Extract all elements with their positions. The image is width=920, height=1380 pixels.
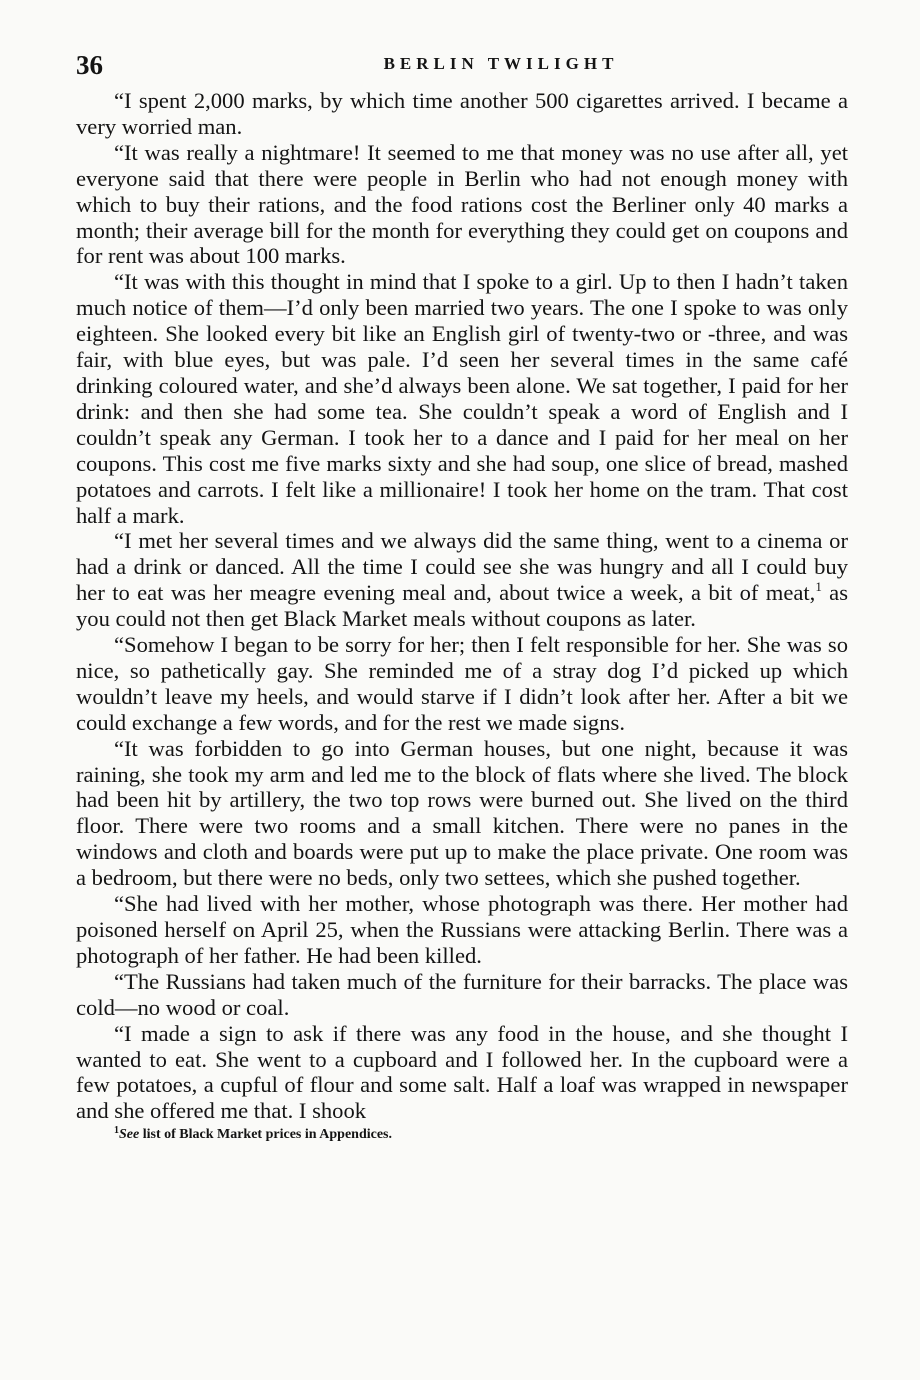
paragraph-text: as you could not then get Black Market meals without coupons as later. <box>76 580 848 632</box>
paragraph: “Somehow I began to be sorry for her; then I felt responsible for her. She was so nice, so pathetically gay. She reminded me of a stray dog I’d picked up which wouldn’t leave my heels, and would starve if I didn’t look after her. After a bit we could exchange a few words, and for the rest we made signs. <box>76 632 848 735</box>
footnote-reference: 1 <box>815 579 822 595</box>
running-title: BERLIN TWILIGHT <box>383 54 619 73</box>
page-header <box>76 42 848 88</box>
paragraph: “It was really a nightmare! It seemed to me that money was no use after all, yet everyone said that there were people in Berlin who had not enough money with which to buy their rations, and the food rations cost the Berliner only 40 marks a month; their average bill for the month for everything they could get on coupons and for rent was about 100 marks. <box>76 139 848 269</box>
paragraph: “The Russians had taken much of the furniture for their barracks. The place was cold—no wood or coal. <box>76 968 848 1020</box>
paragraph: “It was with this thought in mind that I spoke to a girl. Up to then I hadn’t taken much notice of them—I’d only been married two years. The one I spoke to was only eighteen. She looked every bit like an English girl of twenty-two or -three, and was fair, with blue eyes, but was pale. I’d seen her several times in the same café drinking coloured water, and she’d always been alone. We sat together, I paid for her drink: and then she had some tea. She couldn’t speak a word of English and I couldn’t speak any German. I took her to a dance and I paid for her meal on her coupons. This cost me five marks sixty and she had soup, one slice of bread, mashed potatoes and carrots. I felt like a millionaire! I took her home on the tram. That cost half a mark. <box>76 269 848 528</box>
paragraph: “She had lived with her mother, whose photograph was there. Her mother had poisoned herself on April 25, when the Russians were attacking Berlin. There was a photograph of her father. He had been killed. <box>76 891 848 968</box>
footnote-see: See <box>119 1127 140 1143</box>
paragraph <box>76 528 848 632</box>
paragraph-text: “I met her several times and we always did the same thing, went to a cinema or had a drink or danced. All the time I could see she was hungry and all I could buy her to eat was her meagre evening meal and, about twice a week, a bit of meat, <box>76 528 848 606</box>
body-text <box>76 88 848 1124</box>
footnote-text: list of Black Market prices in Appendices. <box>139 1127 392 1143</box>
paragraph: “It was forbidden to go into German houses, but one night, because it was raining, she took my arm and led me to the block of flats where she lived. The block had been hit by artillery, the two top rows were burned out. She lived on the third floor. There were two rooms and a small kitchen. There were no panes in the windows and cloth and boards were put up to make the place private. One room was a bedroom, but there were no beds, only two settees, which she pushed together. <box>76 735 848 891</box>
page-number: 36 <box>76 50 103 80</box>
footnote-mark: 1 <box>114 1125 119 1137</box>
paragraph: “I made a sign to ask if there was any food in the house, and she thought I wanted to eat. She went to a cupboard and I followed her. In the cupboard were a few potatoes, a cupful of flour and some salt. Half a loaf was wrapped in newspaper and she offered me that. I shook <box>76 1020 848 1124</box>
footnote <box>76 1126 848 1144</box>
paragraph: “I spent 2,000 marks, by which time another 500 cigarettes arrived. I became a very worried man. <box>76 88 848 139</box>
